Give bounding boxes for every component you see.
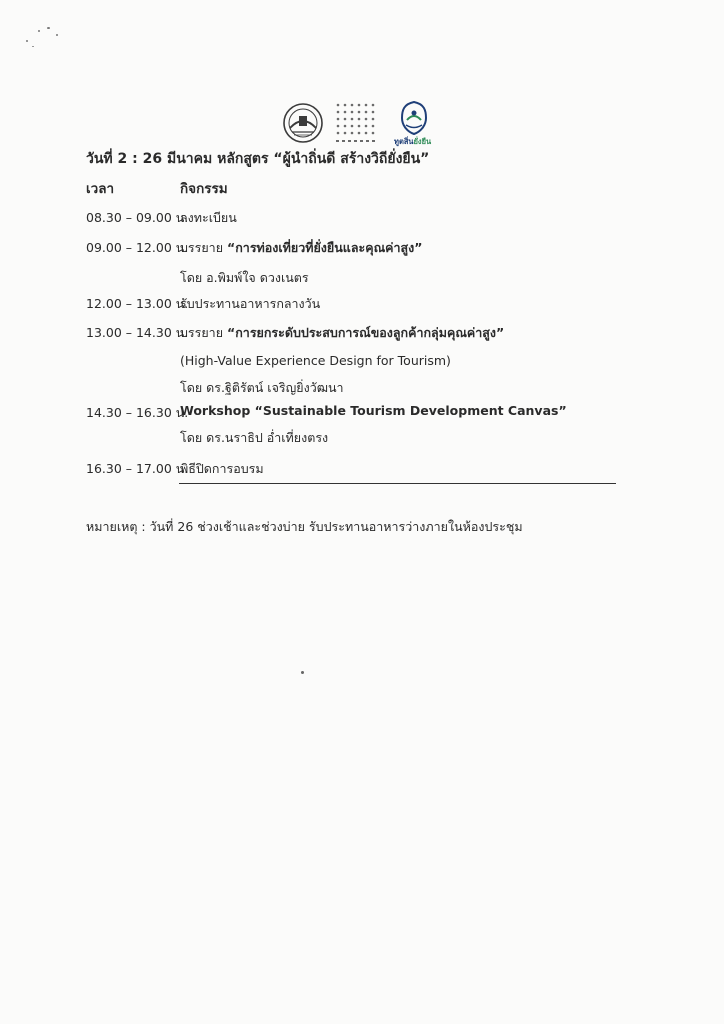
divider [179,483,616,484]
activity-topic: Workshop “Sustainable Tourism Development Canvas” [180,403,567,418]
dot-grid-logo [332,100,378,146]
row-activity [180,459,264,489]
activity-subtitle: (High-Value Experience Design for Tourism) [180,353,451,368]
row-time: 09.00 – 12.00 น. [86,240,189,255]
page-title: วันที่ 2 : 26 มีนาคม หลักสูตร “ผู้นำถิ่นดี สร้างวิถียั่งยืน” [86,151,430,167]
row-time: 14.30 – 16.30 น. [86,405,189,420]
scan-speck [47,27,50,29]
activity-text: รับประทานอาหารกลางวัน [180,296,321,311]
row-activity [180,403,567,458]
row-activity [180,294,320,324]
speaker-text: โดย ดร.ฐิติรัตน์ เจริญยิ่งวัฒนา [180,380,344,395]
speaker-text: โดย อ.พิมพ์ใจ ดวงเนตร [180,270,309,285]
scan-speck [301,671,304,674]
row-activity [180,238,423,298]
footnote: หมายเหตุ : วันที่ 26 ช่วงเช้าและช่วงบ่าย รับประทานอาหารว่างภายในห้องประชุม [86,519,523,534]
scan-speck [26,40,28,42]
activity-topic: “การยกระดับประสบการณ์ของลูกค้ากลุ่มคุณค่าสูง” [227,325,505,340]
scan-speck [32,46,34,47]
scan-speck [38,30,40,32]
row-time: 12.00 – 13.00 น. [86,296,189,311]
activity-topic: “การท่องเที่ยวที่ยั่งยืนและคุณค่าสูง” [227,240,423,255]
activity-text: บรรยาย [180,325,228,340]
activity-text: ลงทะเบียน [180,210,237,225]
column-header-time: เวลา [86,181,115,197]
shield-logo-icon [394,100,434,136]
row-activity [180,208,237,238]
row-time: 16.30 – 17.00 น. [86,461,189,476]
row-activity [180,323,504,408]
activity-text: บรรยาย [180,240,228,255]
speaker-text: โดย ดร.นราธิป อ่ำเที่ยงตรง [180,430,329,445]
scan-speck [56,34,58,36]
header-logos [282,100,442,146]
logo-caption: ทูตสิ่นยั่งยืน [394,137,432,146]
row-time: 13.00 – 14.30 น. [86,325,189,340]
organization-seal-logo [282,102,324,144]
row-time: 08.30 – 09.00 น. [86,210,189,225]
ambassador-logo [394,100,434,146]
column-header-activity: กิจกรรม [180,181,228,197]
activity-text: พิธีปิดการอบรม [180,461,264,476]
